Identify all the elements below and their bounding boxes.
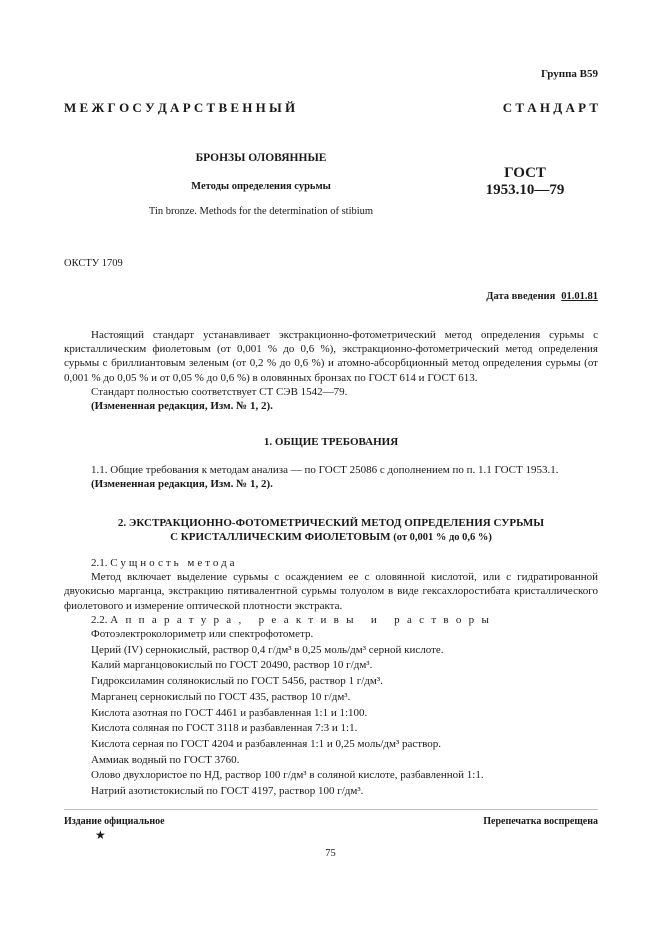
clause-2-2-number: 2.2. bbox=[91, 613, 108, 626]
amendment-note-1: (Измененная редакция, Изм. № 1, 2). bbox=[91, 478, 273, 491]
reagent-item: Марганец сернокислый по ГОСТ 435, раствор 10 г/дм³. bbox=[91, 690, 351, 703]
section-1-heading: 1. ОБЩИЕ ТРЕБОВАНИЯ bbox=[263, 436, 399, 448]
section-2-range: (от 0,001 % до 0,6 %) bbox=[393, 532, 492, 544]
reagent-item: Олово двухлористое по НД, раствор 100 г/дм³ в соляной кислоте, разбавленной 1:1. bbox=[91, 769, 484, 782]
intro-paragraph: Настоящий стандарт устанавливает экстракционно-фотометрический метод определения сурьмы с кристаллическим фиолетовым (от 0,001 % до 0,6 %), экстракционно-фотометрический метод определения сурьмы с бриллиантовым зеленым (от 0,2 % до 0,6 %) и атомно-абсорбционный метод определения сурьмы (от 0,001 % до 0,05 % и от 0,05 % до 0,6 %) в оловянных бронзах по ГОСТ 614 и ГОСТ 613. bbox=[64, 329, 598, 384]
clause-2-2-title bbox=[64, 613, 598, 627]
date-label: Дата введения bbox=[486, 291, 556, 302]
clause-2-2-heading: Аппаратура, реактивы и растворы bbox=[110, 613, 497, 626]
intro-block bbox=[64, 328, 598, 413]
section-1-body bbox=[64, 463, 598, 491]
conformance-note: Стандарт полностью соответствует СТ СЭВ 1542—79. bbox=[91, 385, 348, 398]
reagent-item: Фотоэлектроколориметр или спектрофотометр. bbox=[91, 628, 314, 641]
banner-right: С Т А Н Д А Р Т bbox=[502, 100, 598, 115]
clause-1-1: 1.1. Общие требования к методам анализа — по ГОСТ 25086 с дополнением по п. 1.1 ГОСТ 1953.1. bbox=[91, 464, 559, 476]
page-number: 75 bbox=[325, 848, 336, 859]
document-subtitle: Методы определения сурьмы bbox=[191, 181, 331, 192]
star-icon: ★ bbox=[95, 828, 106, 842]
reagent-item: Гидроксиламин солянокислый по ГОСТ 5456, раствор 1 г/дм³. bbox=[91, 675, 383, 688]
clause-2-1-number: 2.1. bbox=[91, 557, 108, 569]
reagent-item: Кислота серная по ГОСТ 4204 и разбавленная 1:1 и 0,25 моль/дм³ раствор. bbox=[91, 737, 441, 750]
reagent-item: Кислота азотная по ГОСТ 4461 и разбавленная 1:1 и 1:100. bbox=[91, 706, 368, 719]
reagent-item: Калий марганцовокислый по ГОСТ 20490, раствор 10 г/дм³. bbox=[91, 659, 373, 672]
english-title: Tin bronze. Methods for the determination of stibium bbox=[148, 206, 374, 217]
banner-left: М Е Ж Г О С У Д А Р С Т В Е Н Н Ы Й bbox=[64, 100, 296, 115]
footer-divider bbox=[64, 809, 598, 810]
section-1 bbox=[64, 435, 598, 449]
section-2-heading-line2 bbox=[64, 530, 598, 545]
reprint-prohibited: Перепечатка воспрещена bbox=[483, 816, 598, 827]
gost-block bbox=[470, 165, 580, 199]
section-2-heading-line2-text: С КРИСТАЛЛИЧЕСКИМ ФИОЛЕТОВЫМ bbox=[170, 531, 391, 544]
date-value: 01.01.81 bbox=[561, 291, 598, 302]
method-essence: Метод включает выделение сурьмы с осаждением ее с оловянной кислотой, или с гидратированной двуокисью марганца, экстракцию пятивалентной сурьмы толуолом в виде гексахлоростибата кристаллического фиолетового и измерение оптической плотности экстракта. bbox=[64, 571, 598, 612]
reagent-item: Кислота соляная по ГОСТ 3118 и разбавленная 7:3 и 1:1. bbox=[91, 722, 358, 735]
effective-date bbox=[486, 291, 598, 302]
section-2-heading bbox=[64, 516, 598, 545]
section-2-body bbox=[64, 556, 598, 800]
reagent-item: Церий (IV) сернокислый, раствор 0,4 г/дм³ в 0,25 моль/дм³ серной кислоте. bbox=[91, 643, 444, 656]
document-title: БРОНЗЫ ОЛОВЯННЫЕ bbox=[195, 152, 327, 164]
clause-2-1-heading: Сущность метода bbox=[110, 557, 238, 569]
reagent-item: Аммиак водный по ГОСТ 3760. bbox=[91, 753, 240, 766]
clause-2-1-title bbox=[64, 556, 598, 570]
standard-banner bbox=[64, 100, 598, 116]
gost-number: 1953.10—79 bbox=[485, 182, 565, 198]
group-code: Группа В59 bbox=[540, 68, 598, 80]
section-2-heading-line1: 2. ЭКСТРАКЦИОННО-ФОТОМЕТРИЧЕСКИЙ МЕТОД ОПРЕДЕЛЕНИЯ СУРЬМЫ bbox=[117, 517, 545, 529]
reagent-item: Натрий азотистокислый по ГОСТ 4197, раствор 100 г/дм³. bbox=[91, 785, 364, 798]
official-edition: Издание официальное bbox=[64, 816, 165, 827]
amendment-note: (Измененная редакция, Изм. № 1, 2). bbox=[91, 400, 273, 413]
oksty-code: ОКСТУ 1709 bbox=[64, 258, 123, 269]
gost-label: ГОСТ bbox=[504, 165, 546, 181]
